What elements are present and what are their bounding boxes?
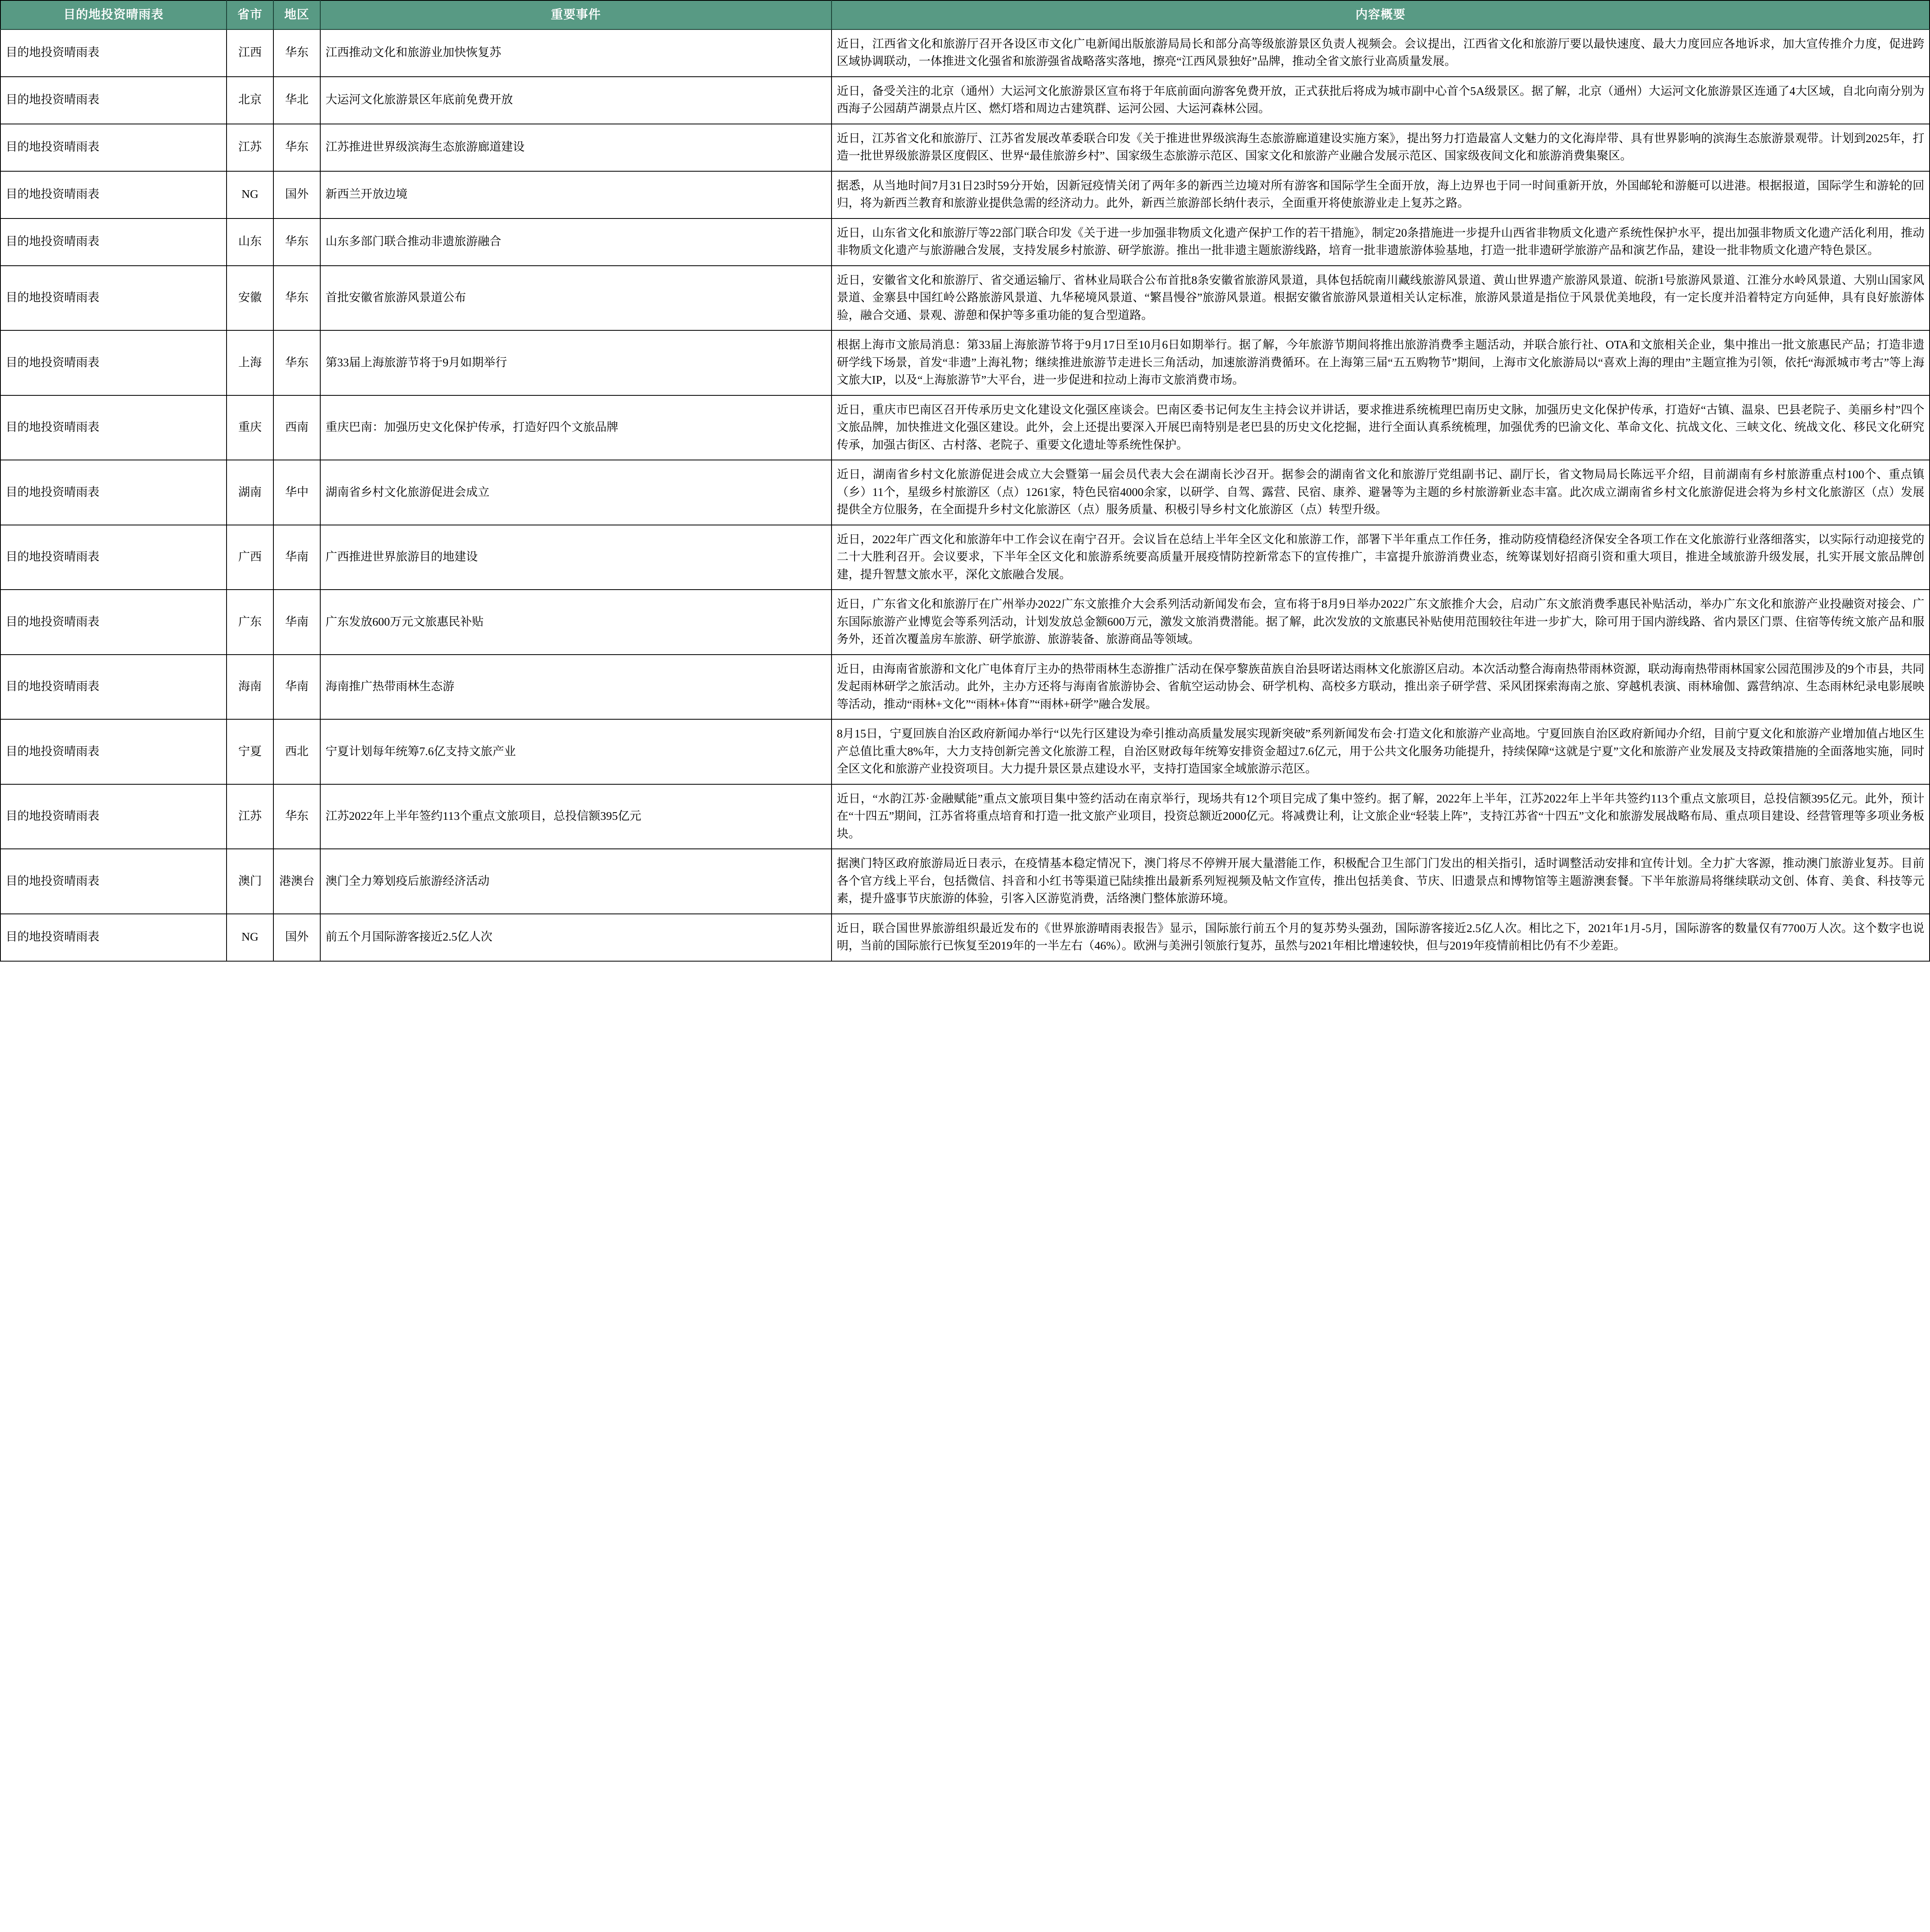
cell-summary: 8月15日，宁夏回族自治区政府新闻办举行“以先行区建设为牵引推动高质量发展实现新突破”系列新闻发布会·打造文化和旅游产业高地。宁夏回族自治区政府新闻办介绍，目前宁夏文化和旅游产业增加值占地区生产总值比重大8%年，大力支持创新完善文化旅游工程，自治区财政每年统筹安排资金超过7.6亿元，用于公共文化服务功能提升，持续保障“这就是宁夏”文化和旅游产业发展及支持政策措施的全面落地实施，同时全区文化和旅游产业投资项目。大力提升景区景点建设水平，支持打造国家全域旅游示范区。	[832, 719, 1930, 784]
cell-region: 华南	[273, 655, 320, 720]
table-row	[0, 525, 1930, 590]
cell-province: 上海	[227, 330, 273, 395]
table-row	[0, 784, 1930, 849]
cell-name: 目的地投资晴雨表	[0, 784, 227, 849]
cell-province: 澳门	[227, 849, 273, 914]
table-row	[0, 171, 1930, 218]
cell-region: 国外	[273, 914, 320, 961]
table-row	[0, 460, 1930, 525]
cell-region: 华中	[273, 460, 320, 525]
cell-event: 江苏推进世界级滨海生态旅游廊道建设	[320, 124, 832, 171]
cell-summary: 近日，由海南省旅游和文化广电体育厅主办的热带雨林生态游推广活动在保亭黎族苗族自治县呀诺达雨林文化旅游区启动。本次活动整合海南热带雨林资源，联动海南热带雨林国家公园范围涉及的9个市县，共同发起雨林研学之旅活动。此外，主办方还将与海南省旅游协会、省航空运动协会、研学机构、高校多方联动，推出亲子研学营、采风团探索海南之旅、穿越机表演、雨林瑜伽、露营纳凉、生态雨林纪录电影展映等活动，推动“雨林+文化”“雨林+体育”“雨林+研学”融合发展。	[832, 655, 1930, 720]
cell-event: 第33届上海旅游节将于9月如期举行	[320, 330, 832, 395]
cell-summary: 近日，安徽省文化和旅游厅、省交通运输厅、省林业局联合公布首批8条安徽省旅游风景道，具体包括皖南川藏线旅游风景道、黄山世界遗产旅游风景道、皖浙1号旅游风景道、江淮分水岭风景道、大别山国家风景道、金寨县中国红岭公路旅游风景道、九华秘境风景道、“繁昌慢谷”旅游风景道。根据安徽省旅游风景道相关认定标准，旅游风景道是指位于风景优美地段，有一定长度并沿着特定方向延伸，具有良好旅游体验，融合交通、景观、游憩和保护等多重功能的复合型道路。	[832, 266, 1930, 331]
table-row	[0, 266, 1930, 331]
cell-region: 华南	[273, 525, 320, 590]
column-header-event: 重要事件	[320, 0, 832, 29]
cell-name: 目的地投资晴雨表	[0, 590, 227, 655]
cell-summary: 近日，山东省文化和旅游厅等22部门联合印发《关于进一步加强非物质文化遗产保护工作的若干措施》，制定20条措施进一步提升山西省非物质文化遗产系统性保护水平，提出加强非物质文化遗产活化利用，推动非物质文化遗产与旅游融合发展，支持发展乡村旅游、研学旅游。推出一批非遗主题旅游线路，培育一批非遗旅游体验基地，打造一批非遗研学旅游产品和演艺作品，建设一批非物质文化遗产特色景区。	[832, 218, 1930, 266]
cell-event: 广东发放600万元文旅惠民补贴	[320, 590, 832, 655]
cell-event: 重庆巴南：加强历史文化保护传承，打造好四个文旅品牌	[320, 395, 832, 460]
table-row	[0, 29, 1930, 77]
cell-name: 目的地投资晴雨表	[0, 460, 227, 525]
cell-province: 江西	[227, 29, 273, 77]
cell-name: 目的地投资晴雨表	[0, 330, 227, 395]
table-body	[0, 29, 1930, 961]
cell-region: 华东	[273, 218, 320, 266]
cell-region: 港澳台	[273, 849, 320, 914]
column-header-summary: 内容概要	[832, 0, 1930, 29]
cell-summary: 近日，联合国世界旅游组织最近发布的《世界旅游晴雨表报告》显示，国际旅行前五个月的复苏势头强劲，国际游客接近2.5亿人次。相比之下，2021年1月-5月，国际游客的数量仅有7700万人次。这个数字也说明，当前的国际旅行已恢复至2019年的一半左右（46%）。欧洲与美洲引领旅行复苏，虽然与2021年相比增速较快，但与2019年疫情前相比仍有不少差距。	[832, 914, 1930, 961]
table-row	[0, 124, 1930, 171]
destination-investment-barometer-table	[0, 0, 1930, 962]
cell-summary: 近日，江苏省文化和旅游厅、江苏省发展改革委联合印发《关于推进世界级滨海生态旅游廊道建设实施方案》，提出努力打造最富人文魅力的文化海岸带、具有世界影响的滨海生态旅游景观带。计划到2025年，打造一批世界级旅游景区度假区、世界“最佳旅游乡村”、国家级生态旅游示范区、国家文化和旅游产业融合发展示范区、国家级夜间文化和旅游消费集聚区。	[832, 124, 1930, 171]
cell-name: 目的地投资晴雨表	[0, 525, 227, 590]
cell-summary: 近日，湖南省乡村文化旅游促进会成立大会暨第一届会员代表大会在湖南长沙召开。据参会的湖南省文化和旅游厅党组副书记、副厅长，省文物局局长陈远平介绍，目前湖南有乡村旅游重点村100个、重点镇（乡）11个，星级乡村旅游区（点）1261家，特色民宿4000余家，以研学、自驾、露营、民宿、康养、避暑等为主题的乡村旅游新业态丰富。此次成立湖南省乡村文化旅游促进会将为乡村文化旅游区（点）发展提供全方位服务，在全面提升乡村文化旅游区（点）服务质量、积极引导乡村文化旅游区（点）转型升级。	[832, 460, 1930, 525]
table-row	[0, 395, 1930, 460]
cell-event: 前五个月国际游客接近2.5亿人次	[320, 914, 832, 961]
cell-summary: 近日，广东省文化和旅游厅在广州举办2022广东文旅推介大会系列活动新闻发布会，宣布将于8月9日举办2022广东文旅推介大会，启动广东文旅消费季惠民补贴活动，举办广东文化和旅游产业投融资对接会、广东国际旅游产业博览会等系列活动，计划发放总金额600万元，激发文旅消费潜能。据了解，此次发放的文旅惠民补贴使用范围较往年进一步扩大，除可用于国内游线路、省内景区门票、住宿等传统文旅产品和服务外，还首次覆盖房车旅游、研学旅游、旅游装备、旅游商品等领域。	[832, 590, 1930, 655]
cell-province: 广东	[227, 590, 273, 655]
cell-province: 湖南	[227, 460, 273, 525]
cell-province: 山东	[227, 218, 273, 266]
cell-summary: 近日，备受关注的北京（通州）大运河文化旅游景区宣布将于年底前面向游客免费开放，正式获批后将成为城市副中心首个5A级景区。据了解，北京（通州）大运河文化旅游景区连通了4大区域，自北向南分别为西海子公园葫芦湖景点片区、燃灯塔和周边古建筑群、运河公园、大运河森林公园。	[832, 77, 1930, 124]
cell-event: 海南推广热带雨林生态游	[320, 655, 832, 720]
cell-name: 目的地投资晴雨表	[0, 266, 227, 331]
cell-event: 山东多部门联合推动非遗旅游融合	[320, 218, 832, 266]
column-header-name: 目的地投资晴雨表	[0, 0, 227, 29]
table-row	[0, 655, 1930, 720]
cell-event: 江西推动文化和旅游业加快恢复苏	[320, 29, 832, 77]
cell-province: 江苏	[227, 784, 273, 849]
cell-region: 华东	[273, 266, 320, 331]
table-row	[0, 914, 1930, 961]
cell-region: 华东	[273, 29, 320, 77]
table-header-row	[0, 0, 1930, 29]
cell-region: 华东	[273, 124, 320, 171]
cell-region: 华东	[273, 784, 320, 849]
table-row	[0, 218, 1930, 266]
cell-summary: 近日，“水韵江苏·金融赋能”重点文旅项目集中签约活动在南京举行，现场共有12个项目完成了集中签约。据了解，2022年上半年，江苏2022年上半年共签约113个重点文旅项目，总投信额395亿元。此外，预计在“十四五”期间，江苏省将重点培育和打造一批文旅产业项目，投资总额近2000亿元。将减费让利，让文旅企业“轻装上阵”，支持江苏省“十四五”文化和旅游发展战略布局、重点项目建设、经营管理等多项业务板块。	[832, 784, 1930, 849]
cell-summary: 近日，重庆市巴南区召开传承历史文化建设文化强区座谈会。巴南区委书记何友生主持会议并讲话，要求推进系统梳理巴南历史文脉，加强历史文化保护传承，打造好“古镇、温泉、巴县老院子、美丽乡村”四个文旅品牌，加快推进文化强区建设。此外，会上还提出要深入开展巴南特别是老巴县的历史文化挖掘，进行全面认真系统梳理，加强优秀的巴渝文化、革命文化、抗战文化、三峡文化、统战文化、移民文化研究传承，加强古街区、古村落、老院子、重要文化遗址等系统性保护。	[832, 395, 1930, 460]
cell-name: 目的地投资晴雨表	[0, 914, 227, 961]
cell-province: 北京	[227, 77, 273, 124]
cell-province: 安徽	[227, 266, 273, 331]
cell-province: 宁夏	[227, 719, 273, 784]
table-row	[0, 77, 1930, 124]
table-row	[0, 590, 1930, 655]
table-row	[0, 330, 1930, 395]
cell-name: 目的地投资晴雨表	[0, 218, 227, 266]
cell-region: 华东	[273, 330, 320, 395]
column-header-province: 省市	[227, 0, 273, 29]
cell-province: 重庆	[227, 395, 273, 460]
cell-region: 国外	[273, 171, 320, 218]
cell-province: NG	[227, 914, 273, 961]
table-header	[0, 0, 1930, 29]
table-row	[0, 849, 1930, 914]
cell-name: 目的地投资晴雨表	[0, 29, 227, 77]
cell-event: 湖南省乡村文化旅游促进会成立	[320, 460, 832, 525]
cell-event: 大运河文化旅游景区年底前免费开放	[320, 77, 832, 124]
table-row	[0, 719, 1930, 784]
cell-region: 华北	[273, 77, 320, 124]
cell-region: 西北	[273, 719, 320, 784]
cell-province: NG	[227, 171, 273, 218]
cell-event: 澳门全力筹划疫后旅游经济活动	[320, 849, 832, 914]
cell-event: 新西兰开放边境	[320, 171, 832, 218]
cell-province: 海南	[227, 655, 273, 720]
cell-name: 目的地投资晴雨表	[0, 395, 227, 460]
cell-summary: 据悉，从当地时间7月31日23时59分开始，因新冠疫情关闭了两年多的新西兰边境对所有游客和国际学生全面开放，海上边界也于同一时间重新开放，外国邮轮和游艇可以进港。根据报道，国际学生和游轮的回归，将为新西兰教育和旅游业提供急需的经济动力。此外，新西兰旅游部长纳什表示，全面重开将使旅游业走上复苏之路。	[832, 171, 1930, 218]
cell-region: 华南	[273, 590, 320, 655]
cell-province: 广西	[227, 525, 273, 590]
cell-name: 目的地投资晴雨表	[0, 719, 227, 784]
cell-name: 目的地投资晴雨表	[0, 849, 227, 914]
cell-event: 江苏2022年上半年签约113个重点文旅项目，总投信额395亿元	[320, 784, 832, 849]
cell-summary: 根据上海市文旅局消息：第33届上海旅游节将于9月17日至10月6日如期举行。据了解，今年旅游节期间将推出旅游消费季主题活动，并联合旅行社、OTA和文旅相关企业，集中推出一批文旅惠民产品；打造非遗研学线下场景，首发“非遗”上海礼物；继续推进旅游节走进长三角活动，加速旅游消费循环。在上海第三届“五五购物节”期间，上海市文化旅游局以“喜欢上海的理由”主题宣推为引领，依托“海派城市考古”等上海文旅大IP，以及“上海旅游节”大平台，进一步促进和拉动上海市文旅消费市场。	[832, 330, 1930, 395]
column-header-region: 地区	[273, 0, 320, 29]
cell-summary: 据澳门特区政府旅游局近日表示，在疫情基本稳定情况下，澳门将尽不停辨开展大量潜能工作，积极配合卫生部门门发出的相关指引，适时调整活动安排和宜传计划。全力扩大客源，推动澳门旅游业复苏。目前各个官方线上平台，包括微信、抖音和小红书等渠道已陆续推出最新系列短视频及帖文作宣传，推出包括美食、节庆、旧遗景点和博物馆等主题游澳套餐。下半年旅游局将继续联动文创、体育、美食、科技等元素，提升盛事节庆旅游的体验，引客入区游览消费，活络澳门整体旅游环境。	[832, 849, 1930, 914]
cell-name: 目的地投资晴雨表	[0, 77, 227, 124]
cell-province: 江苏	[227, 124, 273, 171]
cell-summary: 近日，江西省文化和旅游厅召开各设区市文化广电新闻出版旅游局局长和部分高等级旅游景区负责人视频会。会议提出，江西省文化和旅游厅要以最快速度、最大力度回应各地诉求，加大宣传推介力度，促进跨区域协调联动，一体推进文化强省和旅游强省战略落实落地，擦亮“江西风景独好”品牌，推动全省文旅行业高质量发展。	[832, 29, 1930, 77]
cell-name: 目的地投资晴雨表	[0, 124, 227, 171]
cell-summary: 近日，2022年广西文化和旅游年中工作会议在南宁召开。会议旨在总结上半年全区文化和旅游工作，部署下半年重点工作任务，推动防疫情稳经济保安全各项工作在文化旅游行业落细落实，以实际行动迎接党的二十大胜利召开。会议要求，下半年全区文化和旅游系统要高质量开展疫情防控新常态下的宣传推广，丰富提升旅游消费业态，统筹谋划好招商引资和重大项目，推进全域旅游升级发展，扎实开展文旅品牌创建，提升智慧文旅水平，深化文旅融合发展。	[832, 525, 1930, 590]
cell-event: 广西推进世界旅游目的地建设	[320, 525, 832, 590]
cell-region: 西南	[273, 395, 320, 460]
cell-name: 目的地投资晴雨表	[0, 655, 227, 720]
cell-event: 宁夏计划每年统筹7.6亿支持文旅产业	[320, 719, 832, 784]
cell-event: 首批安徽省旅游风景道公布	[320, 266, 832, 331]
cell-name: 目的地投资晴雨表	[0, 171, 227, 218]
